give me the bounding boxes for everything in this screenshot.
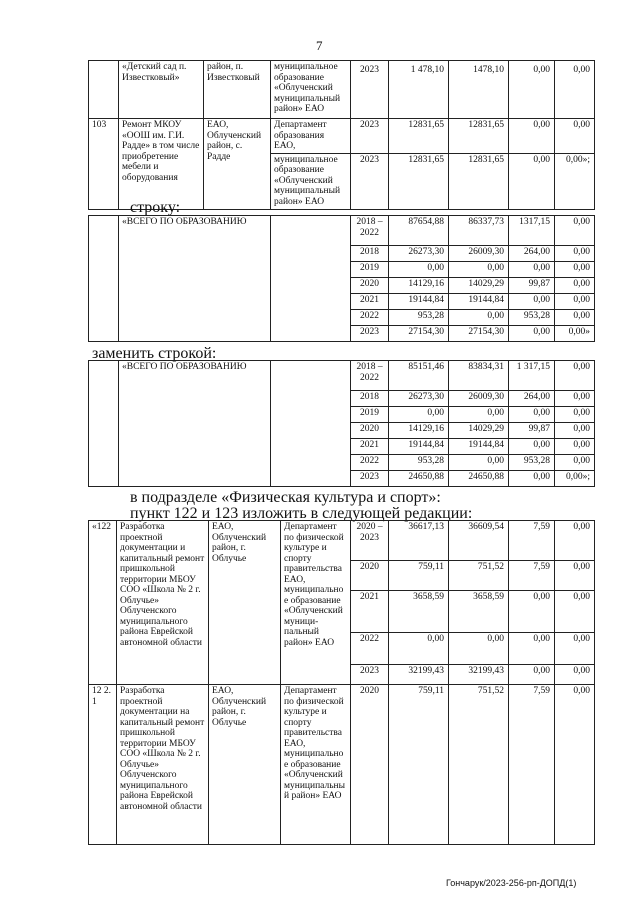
- value-cell: 0,00: [509, 61, 555, 119]
- value-cell: 24650,88: [389, 471, 449, 487]
- row-number: 103: [89, 119, 119, 210]
- value-cell: 87654,88: [389, 216, 449, 246]
- value-cell: 0,00: [555, 61, 595, 119]
- value-cell: 0,00: [555, 423, 595, 439]
- year-cell: 2018: [351, 391, 389, 407]
- new-total-table: [88, 360, 595, 487]
- value-cell: 14029,29: [449, 278, 509, 294]
- value-cell: 0,00: [555, 455, 595, 471]
- value-cell: 759,11: [389, 561, 449, 591]
- year-cell: 2022: [351, 455, 389, 471]
- year-cell: 2022: [351, 633, 389, 665]
- year-cell: 2023: [351, 471, 389, 487]
- value-cell: 0,00: [509, 591, 555, 633]
- value-cell: 99,87: [509, 278, 555, 294]
- value-cell: 0,00: [555, 591, 595, 633]
- value-cell: 0,00: [555, 521, 595, 561]
- value-cell: 24650,88: [449, 471, 509, 487]
- total-name: «ВСЕГО ПО ОБРАЗОВАНИЮ: [119, 361, 271, 487]
- year-cell: 2023: [351, 665, 389, 685]
- value-cell: 1 317,15: [509, 361, 555, 391]
- table-row: [89, 119, 595, 154]
- row-number: [89, 361, 119, 487]
- value-cell: 1317,15: [509, 216, 555, 246]
- year-cell: 2023: [351, 326, 389, 342]
- year-cell: 2019: [351, 407, 389, 423]
- value-cell: 26009,30: [449, 246, 509, 262]
- year-cell: 2023: [351, 61, 389, 119]
- value-cell: 0,00: [555, 361, 595, 391]
- value-cell: 0,00: [389, 407, 449, 423]
- value-cell: 83834,31: [449, 361, 509, 391]
- value-cell: 953,28: [509, 310, 555, 326]
- value-cell: 953,28: [389, 455, 449, 471]
- value-cell: 0,00: [509, 119, 555, 154]
- value-cell: 0,00: [509, 262, 555, 278]
- year-cell: 2022: [351, 310, 389, 326]
- year-cell: 2020: [351, 278, 389, 294]
- row-number: «122: [89, 521, 117, 685]
- value-cell: 0,00: [555, 246, 595, 262]
- value-cell: 14129,16: [389, 278, 449, 294]
- value-cell: 264,00: [509, 246, 555, 262]
- footer-code: Гончарук/2023-256-рп-ДОПД(1): [446, 878, 577, 888]
- value-cell: 0,00: [555, 439, 595, 455]
- value-cell: 86337,73: [449, 216, 509, 246]
- year-cell: 2021: [351, 294, 389, 310]
- empty-dept: [271, 216, 351, 342]
- empty-dept: [271, 361, 351, 487]
- object-name: «Детский сад п. Известковый»: [119, 61, 204, 119]
- value-cell: 0,00: [555, 216, 595, 246]
- value-cell: 0,00: [389, 262, 449, 278]
- value-cell: 0,00: [509, 153, 555, 209]
- page-number: 7: [316, 38, 323, 53]
- year-cell: 2018: [351, 246, 389, 262]
- row-number: [89, 216, 119, 342]
- table-row: [89, 216, 595, 246]
- object-dept: Департамент образования ЕАО,: [271, 119, 351, 154]
- value-cell: 0,00: [509, 439, 555, 455]
- year-cell: 2018 – 2022: [351, 216, 389, 246]
- value-cell: 0,00: [449, 407, 509, 423]
- value-cell: 0,00: [509, 633, 555, 665]
- object-location: ЕАО, Облученский район, с. Радде: [204, 119, 271, 210]
- value-cell: 32199,43: [449, 665, 509, 685]
- value-cell: 759,11: [389, 685, 449, 845]
- value-cell: 27154,30: [389, 326, 449, 342]
- value-cell: 7,59: [509, 521, 555, 561]
- object-location: район, п. Известковый: [204, 61, 271, 119]
- year-cell: 2023: [351, 119, 389, 154]
- table-row: [89, 361, 595, 391]
- label-section: в подразделе «Физическая культура и спорт»:: [130, 489, 441, 506]
- value-cell: 0,00: [555, 278, 595, 294]
- value-cell: 0,00»;: [555, 471, 595, 487]
- value-cell: 14129,16: [389, 423, 449, 439]
- year-cell: 2023: [351, 153, 389, 209]
- value-cell: 19144,84: [449, 294, 509, 310]
- sport-table: [88, 520, 595, 845]
- object-name: Разработка проектной документации и капитальный ремонт пришкольной территории МБОУ СОО «Школа № 2 г. Облучье» Облученского муниципального района Еврейской автономной области: [117, 521, 209, 685]
- value-cell: 751,52: [449, 685, 509, 845]
- value-cell: 12831,65: [389, 119, 449, 154]
- value-cell: 26273,30: [389, 246, 449, 262]
- value-cell: 0,00: [555, 310, 595, 326]
- year-cell: 2021: [351, 439, 389, 455]
- object-dept: Департамент по физической культуре и спорту правительства ЕАО, муниципальное образование «Облученский муниципальный район» ЕАО: [281, 685, 351, 845]
- value-cell: 19144,84: [449, 439, 509, 455]
- value-cell: 0,00: [555, 665, 595, 685]
- value-cell: 14029,29: [449, 423, 509, 439]
- value-cell: 1 478,10: [389, 61, 449, 119]
- year-cell: 2020: [351, 685, 389, 845]
- year-cell: 2018 – 2022: [351, 361, 389, 391]
- total-name: «ВСЕГО ПО ОБРАЗОВАНИЮ: [119, 216, 271, 342]
- value-cell: 0,00: [509, 407, 555, 423]
- value-cell: 0,00: [555, 262, 595, 278]
- value-cell: 953,28: [509, 455, 555, 471]
- row-number: 12 2. 1: [89, 685, 117, 845]
- value-cell: 19144,84: [389, 439, 449, 455]
- year-cell: 2020: [351, 561, 389, 591]
- value-cell: 27154,30: [449, 326, 509, 342]
- value-cell: 36609,54: [449, 521, 509, 561]
- value-cell: 0,00: [449, 310, 509, 326]
- value-cell: 1478,10: [449, 61, 509, 119]
- object-dept: Департамент по физической культуре и спорту правительства ЕАО, муниципальное образование «Облученский муници-пальный район» ЕАО: [281, 521, 351, 685]
- value-cell: 99,87: [509, 423, 555, 439]
- old-total-table: [88, 215, 595, 342]
- value-cell: 36617,13: [389, 521, 449, 561]
- value-cell: 12831,65: [449, 153, 509, 209]
- value-cell: 0,00: [555, 633, 595, 665]
- year-cell: 2020: [351, 423, 389, 439]
- value-cell: 26273,30: [389, 391, 449, 407]
- value-cell: 0,00: [389, 633, 449, 665]
- year-cell: 2021: [351, 591, 389, 633]
- top-table: [88, 60, 595, 210]
- value-cell: 0,00: [555, 407, 595, 423]
- value-cell: 3658,59: [449, 591, 509, 633]
- value-cell: 0,00: [509, 326, 555, 342]
- value-cell: 0,00: [555, 685, 595, 845]
- value-cell: 0,00: [509, 294, 555, 310]
- label-stroku: строку:: [130, 199, 181, 216]
- object-name: Разработка проектной документации на капитальный ремонт пришкольной территории МБОУ СОО «Школа № 2 г. Облучье» Облученского муниципального района Еврейской автономной области: [117, 685, 209, 845]
- value-cell: 7,59: [509, 685, 555, 845]
- value-cell: 3658,59: [389, 591, 449, 633]
- object-location: ЕАО, Облученский район, г. Облучье: [209, 521, 281, 685]
- value-cell: 0,00: [449, 455, 509, 471]
- object-dept: муниципальное образование «Облученский муниципальный район» ЕАО: [271, 153, 351, 209]
- value-cell: 0,00»: [555, 326, 595, 342]
- value-cell: 0,00: [509, 471, 555, 487]
- year-cell: 2020 – 2023: [351, 521, 389, 561]
- value-cell: 0,00: [509, 665, 555, 685]
- value-cell: 0,00»;: [555, 153, 595, 209]
- value-cell: 0,00: [555, 119, 595, 154]
- value-cell: 264,00: [509, 391, 555, 407]
- year-cell: 2019: [351, 262, 389, 278]
- value-cell: 85151,46: [389, 361, 449, 391]
- value-cell: 0,00: [555, 294, 595, 310]
- value-cell: 12831,65: [449, 119, 509, 154]
- object-location: ЕАО, Облученский район, г. Облучье: [209, 685, 281, 845]
- object-name: Ремонт МКОУ «ООШ им. Г.И. Радде» в том числе приобретение мебели и оборудования: [119, 119, 204, 210]
- value-cell: 26009,30: [449, 391, 509, 407]
- label-items: пункт 122 и 123 изложить в следующей редакции:: [130, 505, 473, 522]
- value-cell: 32199,43: [389, 665, 449, 685]
- value-cell: 19144,84: [389, 294, 449, 310]
- label-replace: заменить строкой:: [92, 345, 217, 362]
- object-dept: муниципальное образование «Облученский муниципальный район» ЕАО: [271, 61, 351, 119]
- value-cell: 12831,65: [389, 153, 449, 209]
- table-row: [89, 521, 595, 561]
- value-cell: 953,28: [389, 310, 449, 326]
- table-row: [89, 685, 595, 845]
- table-row: [89, 61, 595, 119]
- value-cell: 751,52: [449, 561, 509, 591]
- value-cell: 0,00: [449, 262, 509, 278]
- value-cell: 7,59: [509, 561, 555, 591]
- value-cell: 0,00: [555, 561, 595, 591]
- value-cell: 0,00: [449, 633, 509, 665]
- value-cell: 0,00: [555, 391, 595, 407]
